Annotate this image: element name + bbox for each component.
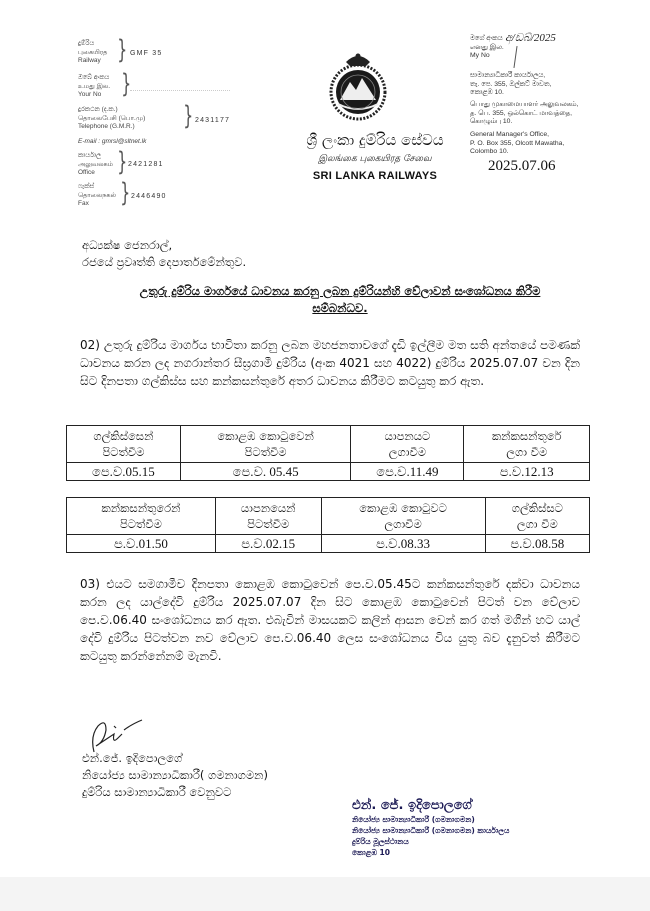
stamp-line: නියෝජ්‍ය සාමාන්‍යාධිකාරී (ගමනාගමන): [352, 815, 475, 824]
label: Your No: [78, 91, 102, 98]
brace-icon: }: [117, 147, 128, 177]
email-value: E-mail : gmrsl@sltnet.lk: [78, 138, 147, 145]
ref-stroke: [513, 46, 517, 68]
paragraph-02: 02) උතුරු දුම්රිය මාර්ගය භාවිතා කරනු ලබන මහජනතාවගේ දැඩි ඉල්ලීම මත සති අන්තයේ පමණක් ධාවනය කරන ලද නගරාන්තර සීඝ්‍රගාමී දුම්රිය (අංක 4021 සහ 4022) දුම්රිය 2025.07.07 වන දින සිට දිනපතා ගල්කිස්ස සහ කන්කසන්තුරේ අතර ධාවනය කිරීමට කටයුතු කර ඇත.: [80, 338, 580, 388]
table-header-row: [67, 498, 590, 535]
label: அலுவலகம்: [78, 160, 113, 168]
title-english: SRI LANKA RAILWAYS: [312, 170, 438, 182]
label: කාර්යාල: [78, 152, 102, 159]
railway-emblem-icon: [318, 48, 398, 128]
field-telephone: [78, 106, 145, 132]
label: உமது இல.: [78, 82, 111, 90]
address-line: කොළඹ 10.: [470, 89, 504, 96]
brace-icon: }: [117, 35, 128, 65]
title-sinhala: ශ්‍රී ලංකා දුම්රිය සේවය: [306, 131, 444, 149]
addressee-line: රජයේ ප්‍රවෘත්ති දෙපාර්තමේන්තුව.: [82, 255, 247, 269]
label: தொலைபேசி (பொ.மு): [78, 114, 146, 122]
address-line: பொது முகாமையாளர் அலுவலகம்,: [470, 101, 579, 108]
label: தொலைநகல்: [78, 191, 116, 199]
signatory: [82, 750, 268, 801]
subject: [100, 283, 580, 317]
stamp-name: එන්. ජේ. ඉදිපොලගේ: [352, 798, 472, 813]
field-fax: [78, 183, 116, 209]
fax-value: 2446490: [131, 193, 167, 200]
table-header: කොළඹ කොටුවෙන් පිටත්වීම: [180, 426, 351, 463]
label: මගේ අංකය: [470, 35, 503, 42]
subject-line: උතුරු දුම්රිය මාර්ගයේ ධාවනය කරනු ලබන දුම්රියන්හි වේලාවන් සංශෝධනය කිරීම: [139, 284, 541, 298]
railway-file-no: GMF 35: [130, 50, 163, 57]
address-line: P. O. Box 355, Olcott Mawatha,: [470, 139, 565, 147]
timetable-southbound-northbound: [66, 425, 590, 481]
field-email: [78, 138, 146, 147]
address-line: තැ. පෙ. 355, ඔල්කට් මාවත,: [470, 80, 552, 88]
your-no-line: [130, 90, 230, 91]
field-office: [78, 152, 113, 178]
stamp-line: කොළඹ 10: [352, 848, 390, 857]
field-railway: [78, 40, 107, 66]
label: Telephone (G.M.R.): [78, 123, 135, 130]
label: ෆැක්ස්: [78, 183, 95, 190]
label: දුම්රිය: [78, 40, 95, 47]
table-cell: පෙ.ව.05.15: [67, 463, 181, 481]
table-cell: ප.ව.08.33: [321, 535, 485, 553]
addressee: [82, 237, 246, 271]
brace-icon: }: [183, 101, 194, 131]
address-line: General Manager's Office,: [470, 131, 549, 138]
table-header: ගල්කිස්සෙන් පිටත්වීම: [67, 426, 181, 463]
stamp-line: දුම්රිය මූලස්ථානය: [352, 837, 409, 846]
address-english: [470, 131, 564, 157]
paragraph-03: 03) එයට සමගාමීව දිනපතා කොළඹ කොටුවෙන් පෙ.ව.05.45ට කන්කසන්තුරේ දක්වා ධාවනය කරන ලද යාල්දේවි දුම්රිය 2025.07.07 දින සිට කොළඹ කොටුවෙන් පිටත් වන වේලාව පෙ.ව.06.40 සංශෝධනය කර ඇත. එබැවින් මාසයකට කලින් ආසන වෙන් කර ගත් මගීන් හට යාල් දේවි දුම්රිය පිටත්වන නව වේලාව පෙ.ව.06.40 ලෙස සංශෝධනය විය යුතු බව දැනුවත් කිරීමට කටයුතු කරන්නේනම් මැනවි.: [80, 577, 580, 663]
field-your-no: [78, 74, 110, 100]
table-header: කන්කසන්තුරේ ලගා වීම: [464, 426, 590, 463]
signatory-name: එන්.ජේ. ඉදිපොලගේ: [82, 751, 183, 765]
label: Office: [78, 169, 95, 176]
my-no-value: අ/ඩබ්/2025: [505, 32, 556, 44]
table-cell: ප.ව.01.50: [67, 535, 216, 553]
table-header: කන්කසන්තුරෙන් පිටත්වීම: [67, 498, 216, 535]
office-value: 2421281: [128, 161, 164, 168]
official-stamp: [352, 798, 509, 858]
addressee-line: අධ්‍යක්ෂ ජෙනරාල්,: [82, 238, 173, 252]
stamp-line: නියෝජ්‍ය සාමාන්‍යාධිකාරී (ගමනාගමන) කාර්යාලය: [352, 826, 510, 835]
label: Fax: [78, 200, 89, 207]
brace-icon: }: [121, 69, 132, 99]
label: புகையிரத: [78, 48, 108, 56]
label: ඔබේ අංකය: [78, 74, 110, 81]
table-row: [67, 535, 590, 553]
table-cell: ප.ව.02.15: [215, 535, 321, 553]
table-header: ගල්කිස්සට ලගා වීම: [485, 498, 589, 535]
label: දුරකථන (ද.ක.): [78, 106, 118, 113]
table-header: යාපනයට ලගාවීම: [351, 426, 464, 463]
label: My No: [470, 52, 490, 59]
brace-icon: }: [120, 178, 131, 208]
my-no-labels: [470, 35, 504, 61]
table-cell: පෙ.ව. 05.45: [180, 463, 351, 481]
address-line: Colombo 10.: [470, 148, 509, 155]
letter-date: 2025.07.06: [488, 158, 556, 174]
address-line: கொழும்பு 10.: [470, 118, 513, 125]
address-line: සාමාන්‍යාධිකාරී කාර්යාලය,: [470, 72, 546, 79]
telephone-value: 2431177: [195, 117, 231, 124]
table-header: යාපනයෙන් පිටත්වීම: [215, 498, 321, 535]
signatory-title: නියෝජ්‍ය සාමාන්‍යාධිකාරී( ගමනාගමන): [82, 768, 268, 782]
label: எனது இல.: [470, 43, 504, 51]
timetable-return: [66, 497, 590, 553]
table-row: [67, 463, 590, 481]
table-cell: ප.ව.12.13: [464, 463, 590, 481]
address-line: த. பெ. 355, ஒல்கொட் மாவத்தை,: [470, 109, 572, 117]
title-tamil: இலங்கை புகையிரத சேவை: [318, 154, 432, 164]
address-sinhala: [470, 72, 551, 98]
label: Railway: [78, 57, 101, 64]
table-cell: ප.ව.08.58: [485, 535, 589, 553]
subject-line: සම්බන්ධව.: [312, 301, 368, 315]
table-header: කොළඹ කොටුවට ලගාවීම: [321, 498, 485, 535]
signatory-role: දුම්රිය සාමාන්‍යාධිකාරී වෙනුවට: [82, 785, 232, 799]
table-header-row: [67, 426, 590, 463]
table-cell: පෙ.ව.11.49: [351, 463, 464, 481]
address-tamil: [470, 101, 578, 127]
